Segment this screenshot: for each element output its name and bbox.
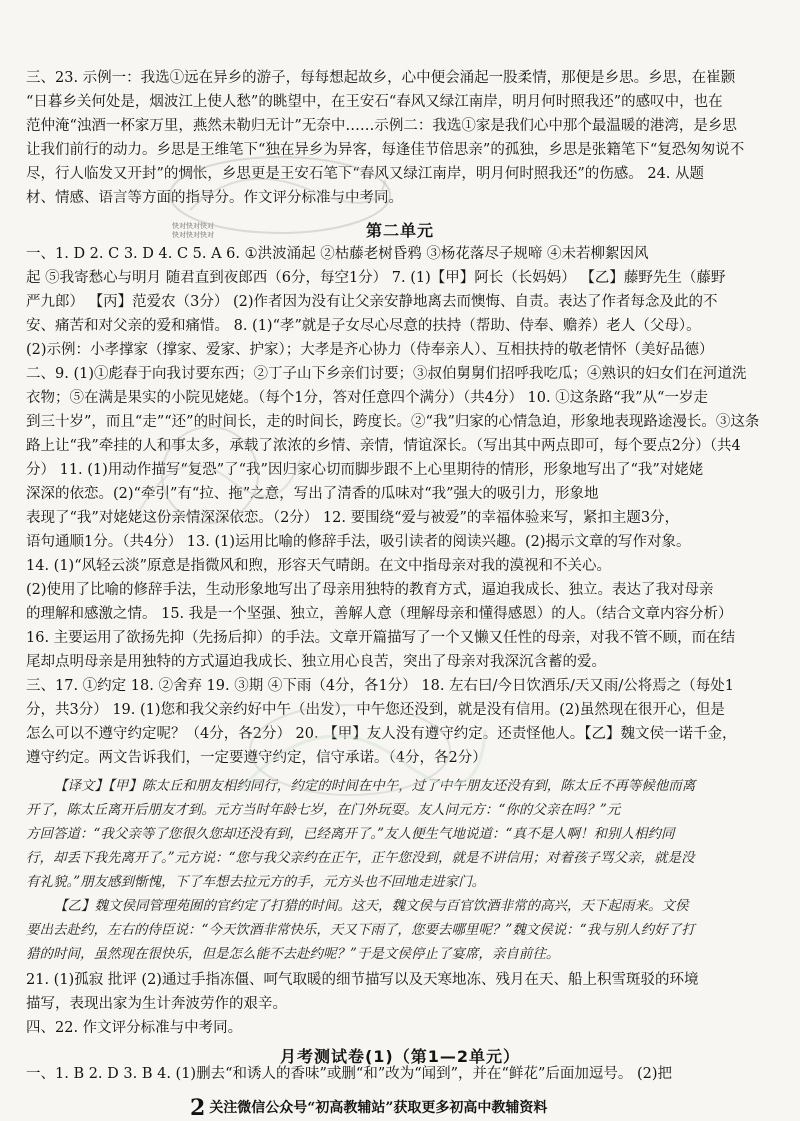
footer-promo-text: 关注微信公众号“初高教辅站”获取更多初高中教辅资料 [209,1100,548,1116]
text-line: 严九郎） 【丙】范爱农（3分） (2)作者因为没有让父亲安静地离去而懊悔、自责。表达了作者每念及此的不 [26,294,718,310]
text-line: 描写，表现出家为生计奔波劳作的艰辛。 [26,996,287,1012]
text-line: 怎么可以不遵守约定呢？（4分，各2分） 20. 【甲】友人没有遵守约定。还责怪他人。【乙】魏文侯一诺千金， [26,726,737,742]
unit2-heading: 第二单元 [365,221,434,240]
text-line: 尾却点明母亲是用独特的方式逼迫我成长、独立用心良苦，突出了母亲对我深沉含蓄的爱。 [26,654,606,670]
text-line: 安、痛苦和对父亲的爱和痛惜。 8. (1)“孝”就是子女尽心尽意的扶持（帮助、侍奉、赡养）老人（父母）。 [26,318,701,334]
text-line: 16. 主要运用了欲扬先抑（先扬后抑）的手法。文章开篇描写了一个又懒又任性的母亲，对我不管不顾，而在结 [26,630,736,646]
page-number: 2 [190,1095,206,1121]
translation-line: 行，却丢下我先离开了。”元方说：“您与我父亲约在正午，正午您没到，就是不讲信用；对着孩子骂父亲，就是没 [26,850,695,866]
text-line: 一、1. D 2. C 3. D 4. C 5. A 6. ①洪波涌起 ②枯藤老树昏鸦 ③杨花落尽子规啼 ④未若柳絮因风 [26,246,649,262]
translation-line: 方回答道：“我父亲等了您很久您却还没有到，已经离开了。”友人便生气地说道：“真不是人啊！和别人相约同 [26,826,675,842]
monthly-test-heading: 月考测试卷(1)（第1—2单元） [279,1047,521,1066]
text-line: 范仲淹“浊酒一杯家万里，燕然未勒归无计”无奈中……示例二：我选①家是我们心中那个最温暖的港湾，是乡思 [26,118,737,134]
translation-line: 【乙】魏文侯同管理苑囿的官约定了打猎的时间。这天，魏文侯与百官饮酒非常的高兴，天下起雨来。文侯 [54,898,689,914]
watermark-stamp-text: 快对快对快对 快对快对快对 [172,222,214,239]
text-line: 表现了“我”对姥姥这份亲情深深依恋。（2分） 12. 要围绕“爱与被爱”的幸福体验来写，紧扣主题3分， [26,510,680,526]
translation-line: 开了，陈太丘离开后朋友才到。元方当时年龄七岁，在门外玩耍。友人问元方：“你的父亲在吗？”元 [26,802,621,818]
text-line: 一、1. B 2. D 3. B 4. (1)删去“和诱人的香味”或删“和”改为“闻到”，并在“鲜花”后面加逗号。 (2)把 [26,1066,673,1082]
translation-line: 【译文】【甲】陈太丘和朋友相约同行，约定的时间在中午，过了中午朋友还没有到，陈太丘不再等候他而离 [54,778,696,794]
translation-line: 有礼貌。”朋友感到惭愧，下了车想去拉元方的手，元方头也不回地走进家门。 [26,874,486,890]
text-line: 让我们前行的动力。乡思是王维笔下“独在异乡为异客，每逢佳节倍思亲”的孤独，乡思是张籍笔下“复恐匆匆说不 [26,142,745,158]
text-line: 二、9. (1)①彪春于向我讨要东西；②丁子山下乡亲们讨要；③叔伯舅舅们招呼我吃瓜；④熟识的妇女们在河道洗 [26,366,747,382]
text-line: “日暮乡关何处是，烟波江上使人愁”的眺望中，在王安石“春风又绿江南岸，明月何时照我还”的感叹中，也在 [26,94,723,110]
text-line: 衣物；⑤在满是果实的小院见姥姥。（每个1分，答对任意四个满分）（共4分） 10. ①这条路“我”从“一岁走 [26,390,708,406]
text-line: 到三十岁”，而且“走”“还”的时间长，走的时间长，跨度长。②“我”归家的心情急迫，形象地表现路途漫长。③这条 [26,414,760,430]
text-line: 语句通顺1分。（共4分） 13. (1)运用比喻的修辞手法，吸引读者的阅读兴趣。(2)揭示文章的写作对象。 [26,534,691,550]
text-line: 21. (1)孤寂 批评 (2)通过手指冻僵、呵气取暖的细节描写以及天寒地冻、残月在天、船上积雪斑驳的环境 [26,972,699,988]
text-line: 材、情感、语言等方面的指导分。作文评分标准与中考同。 [26,190,403,206]
translation-line: 要出去赴约，左右的侍臣说：“今天饮酒非常快乐，天又下雨了，您要去哪里呢？”魏文侯说：“我与别人约好了打 [26,922,695,938]
page-footer [190,1095,547,1121]
text-line: 尽，行人临发又开封”的惆怅，乡思更是王安石笔下“春风又绿江南岸，明月何时照我还”的伤感。 24. 从题 [26,166,705,182]
translation-line: 猎的时间，虽然现在很快乐，但是怎么能不去赴约呢？”于是文侯停止了宴席，亲自前往。 [26,946,560,962]
text-line: 遵守约定。两文告诉我们，一定要遵守约定，信守承诺。（4分，各2分） [26,750,487,766]
text-line: 分，共3分） 19. (1)您和我父亲约好中午（出发），中午您还没到，就是没有信用。(2)虽然现在很开心，但是 [26,702,725,718]
text-line: 三、23. 示例一：我选①远在异乡的游子，每每想起故乡，心中便会涌起一股柔情，那便是乡思。乡思，在崔颢 [26,70,736,86]
text-line: 路上让“我”牵挂的人和事太多，承载了浓浓的乡情、亲情，情谊深长。（写出其中两点即可，每个要点2分）（共4 [26,438,741,454]
text-line: 三、17. ①约定 18. ②舍弃 19. ③期 ④下雨（4分，各1分） 18. 左右曰/今日饮酒乐/天又雨/公将焉之（每处1 [26,678,734,694]
text-line: (2)示例：小孝撑家（撑家、爱家、护家）；大孝是齐心协力（侍奉亲人）、互相扶持的敬老情怀（美好品德） [26,342,714,358]
text-line: 四、22. 作文评分标准与中考同。 [26,1020,243,1036]
text-line: (2)使用了比喻的修辞手法，生动形象地写出了母亲用独特的教育方式，逼迫我成长、独立。表达了我对母亲 [26,582,714,598]
text-line: 分） 11. (1)用动作描写“复恐”了“我”因归家心切而脚步跟不上心里期待的情形，形象地写出了“我”对姥姥 [26,462,704,478]
text-line: 深深的依恋。(2)“牵引”有“拉、拖”之意，写出了清香的瓜味对“我”强大的吸引力，形象地 [26,486,599,502]
text-line: 起 ⑤我寄愁心与明月 随君直到夜郎西（6分，每空1分） 7. (1)【甲】阿长（长妈妈） 【乙】藤野先生（藤野 [26,270,726,286]
text-line: 的理解和感激之情。 15. 我是一个坚强、独立，善解人意（理解母亲和懂得感恩）的人。（结合文章内容分析） [26,606,733,622]
text-line: 14. (1)“风轻云淡”原意是指微风和煦，形容天气晴朗。在文中指母亲对我的漠视和不关心。 [26,558,612,574]
